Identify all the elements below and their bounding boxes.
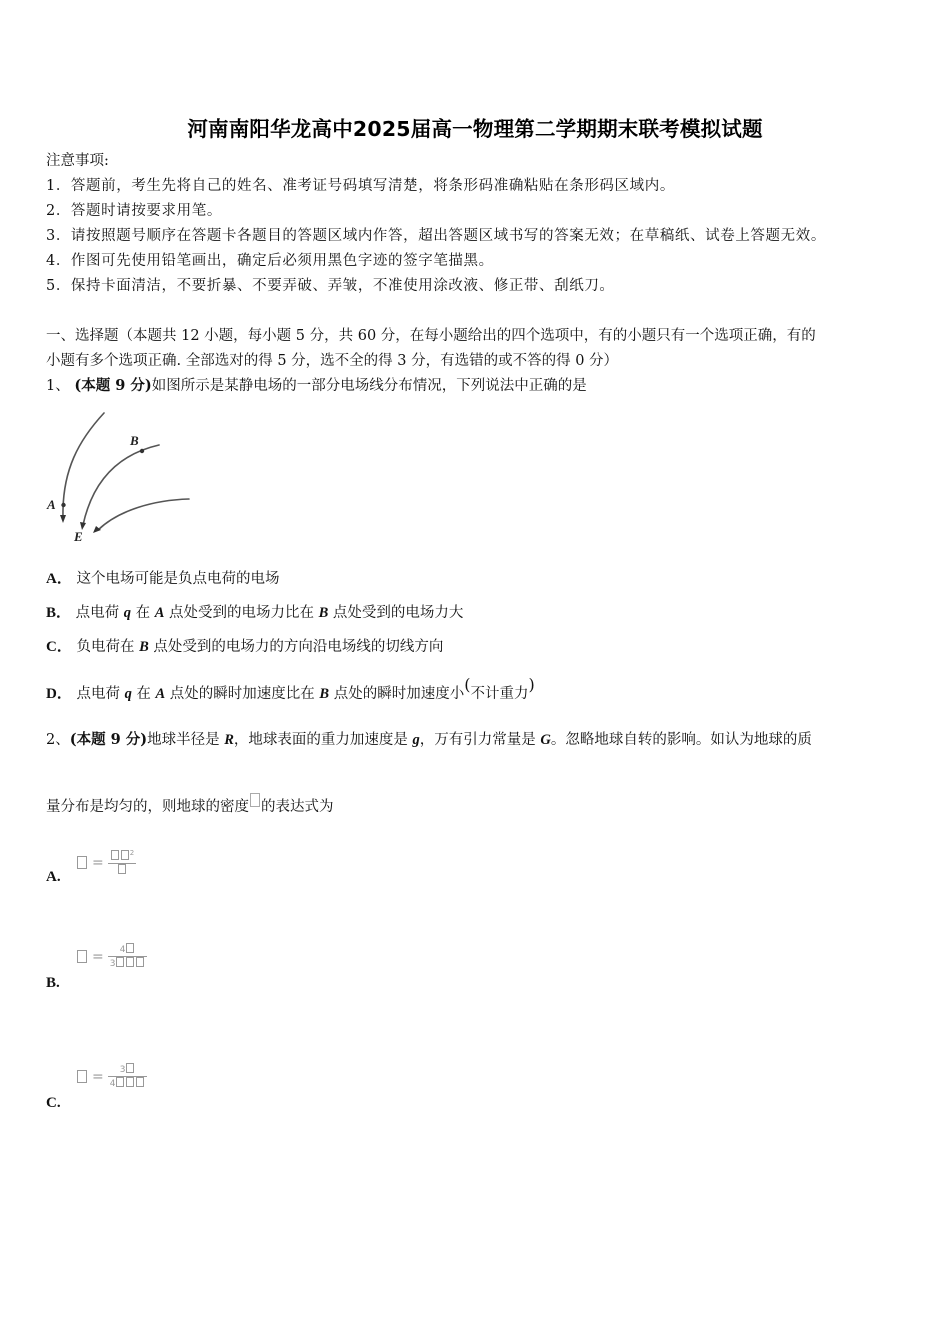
variable-a: A: [154, 605, 165, 621]
option-text: 在: [130, 605, 155, 621]
q1-option-b[interactable]: [46, 604, 463, 622]
question-text: 的表达式为: [261, 799, 334, 815]
question-text: ，万有引力常量是: [419, 732, 541, 748]
notice-item: 4．作图可先使用铅笔画出，确定后必须用黑色字迹的签字笔描黑。: [46, 253, 494, 269]
question-2-stem-line2: [46, 793, 334, 816]
q1-option-c[interactable]: [46, 638, 443, 656]
document-title: 河南南阳华龙高中2025届高一物理第二学期期末联考模拟试题: [187, 117, 763, 141]
option-text: 负电荷在: [76, 639, 140, 655]
variable-a: A: [155, 686, 166, 702]
variable-q: q: [124, 686, 132, 702]
option-text: 在: [131, 686, 156, 702]
variable-b: B: [319, 686, 330, 702]
option-label: D．: [46, 686, 72, 702]
question-text: 。忽略地球自转的影响。如认为地球的质: [550, 732, 812, 748]
label-a: A: [47, 497, 56, 512]
question-text: 如图所示是某静电场的一部分电场线分布情况，下列说法中正确的是: [151, 378, 587, 394]
section-heading-line2: 小题有多个选项正确. 全部选对的得 5 分，选不全的得 3 分，有选错的或不答的得 0 分）: [46, 353, 619, 369]
rho-glyph-icon: [77, 1070, 87, 1083]
notice-item: 2．答题时请按要求用笔。: [46, 203, 222, 219]
q2-option-b-label[interactable]: B.: [46, 975, 60, 991]
question-number: 1、: [46, 378, 70, 394]
q2-option-c-formula: = $\frac{3}{4}$: [76, 1063, 147, 1090]
variable-b: B: [318, 605, 329, 621]
option-note: 不计重力: [470, 686, 529, 702]
question-2-stem: [46, 731, 812, 749]
option-text: 点处受到的电场力的方向沿电场线的切线方向: [148, 639, 444, 655]
option-label: A．: [46, 571, 72, 587]
question-text: 量分布是均匀的，则地球的密度: [46, 799, 249, 815]
variable-r: R: [224, 732, 234, 748]
electric-field-figure: [44, 405, 194, 550]
question-text: 地球半径是: [147, 732, 225, 748]
question-score: (本题 9 分): [74, 377, 152, 394]
q1-option-a[interactable]: [46, 570, 279, 588]
option-text: 点处受到的电场力比在: [164, 605, 319, 621]
q2-option-b-formula: = $\frac{4}{3}$: [76, 943, 147, 970]
variable-g: g: [412, 732, 420, 748]
q2-option-c-label[interactable]: C.: [46, 1095, 61, 1111]
notice-item: 1．答题前，考生先将自己的姓名、准考证号码填写清楚，将条形码准确粘贴在条形码区域内。: [46, 178, 675, 194]
label-b: B: [130, 433, 139, 448]
notice-item: 3．请按照题号顺序在答题卡各题目的答题区域内作答，超出答题区域书写的答案无效；在草稿纸、试卷上答题无效。: [46, 228, 826, 244]
rho-glyph-icon: [77, 856, 87, 869]
option-text: 点处的瞬时加速度小: [329, 686, 465, 702]
question-text: ，地球表面的重力加速度是: [233, 732, 413, 748]
question-score: (本题 9 分): [69, 731, 148, 748]
option-label: B．: [46, 605, 72, 621]
option-text: 点电荷: [75, 605, 124, 621]
q1-option-d[interactable]: [46, 675, 535, 703]
option-text: 点处受到的电场力大: [328, 605, 464, 621]
section-heading-line1: 一、选择题（本题共 12 小题，每小题 5 分，共 60 分，在每小题给出的四个选项中，有的小题只有一个选项正确，有的: [46, 328, 816, 344]
variable-q: q: [123, 605, 131, 621]
open-paren: (: [464, 675, 471, 694]
q2-option-a-label[interactable]: A.: [46, 869, 61, 885]
q2-option-a-formula: = $^2$: [76, 848, 136, 877]
option-text: 点处的瞬时加速度比在: [165, 686, 320, 702]
option-text: 这个电场可能是负点电荷的电场: [76, 571, 280, 587]
label-e: E: [74, 529, 83, 544]
variable-b: B: [139, 639, 149, 655]
rho-glyph-icon: [77, 950, 87, 963]
option-label: C．: [46, 639, 72, 655]
variable-g-const: G: [540, 732, 551, 748]
close-paren: ): [528, 675, 535, 694]
missing-glyph-icon: [250, 793, 260, 807]
notice-item: 5．保持卡面清洁，不要折暴、不要弄破、弄皱，不准使用涂改液、修正带、刮纸刀。: [46, 278, 615, 294]
notice-heading: 注意事项:: [46, 153, 109, 169]
question-1-stem: [46, 377, 587, 395]
question-number: 2、: [46, 732, 70, 748]
option-text: 点电荷: [76, 686, 125, 702]
